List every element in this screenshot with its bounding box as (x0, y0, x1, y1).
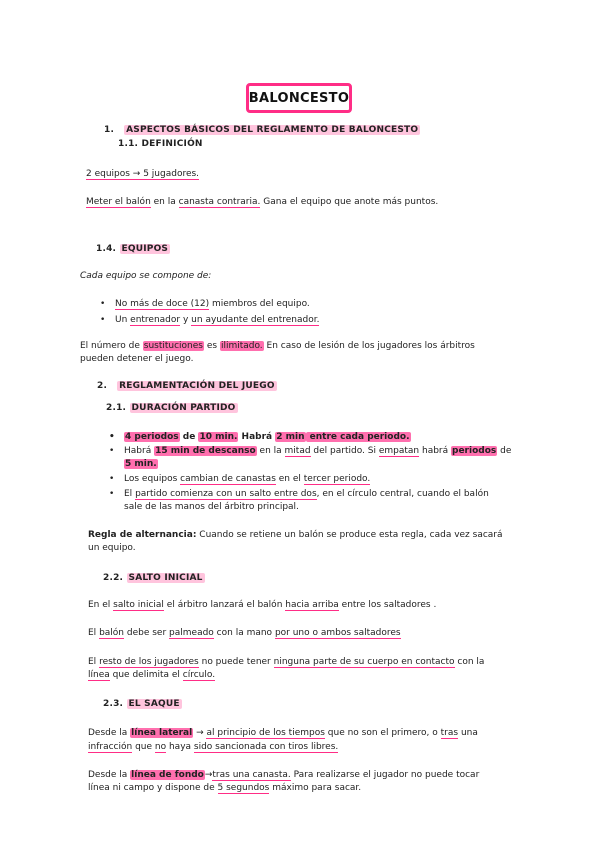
text-span: entre los saltadores . (338, 600, 437, 610)
text-span: sustituciones (143, 341, 203, 351)
section-1-title: ASPECTOS BÁSICOS DEL REGLAMENTO DE BALONCESTO (126, 125, 419, 135)
text-span: salto inicial (113, 600, 164, 610)
text-span: El (88, 657, 100, 667)
section-1-number: 1. (104, 125, 115, 135)
section-2-1-heading (106, 402, 238, 414)
text-span: Un (115, 315, 131, 325)
list-item (115, 314, 319, 326)
text-span: resto de los jugadores (99, 657, 199, 667)
text-span: habrá (419, 446, 452, 456)
text-span: entre cada periodo. (306, 432, 410, 442)
list-item (124, 473, 370, 485)
definition-teams: 2 equipos → 5 jugadores. (86, 169, 200, 179)
jump-ball-line-3 (88, 656, 484, 668)
jump-ball-line-4 (88, 669, 215, 681)
text-span: En el (88, 600, 114, 610)
section-2-3-title: EL SAQUE (128, 699, 180, 709)
text-span: 15 min de descanso (155, 446, 256, 456)
alternation-rule-line-1 (88, 529, 503, 541)
text-span: Habrá (124, 446, 155, 456)
section-2-2-title: SALTO INICIAL (128, 573, 203, 583)
substitutions-line-1 (80, 340, 475, 352)
text-span: canasta contraria. (178, 197, 261, 207)
text-span: línea (88, 670, 110, 680)
teams-intro: Cada equipo se compone de: (80, 271, 212, 281)
definition-line-2 (86, 196, 438, 208)
text-span: tras una canasta. (212, 770, 291, 780)
text-span: 10 min. (199, 432, 238, 442)
list-item (124, 445, 511, 457)
text-span: un ayudante del entrenador. (191, 315, 320, 325)
throw-in-line-4 (88, 782, 361, 794)
text-span: es (203, 341, 220, 351)
text-span: palmeado (169, 628, 214, 638)
text-span: que delimita el (109, 670, 183, 680)
text-span: 5 min. (125, 459, 157, 469)
text-span: periodos (452, 446, 497, 456)
section-2-heading (97, 380, 277, 392)
section-1-1-number: 1.1. (118, 139, 139, 149)
section-1-1-heading (118, 138, 203, 150)
text-span: tercer periodo. (303, 474, 371, 484)
section-2-2-heading (103, 572, 205, 584)
definition-line-1 (86, 168, 199, 180)
section-2-3-number: 2.3. (103, 699, 124, 709)
text-span: Los equipos (124, 474, 181, 484)
substitutions-line-2: pueden detener el juego. (80, 354, 194, 364)
text-span: El número de (80, 341, 143, 351)
text-span: no puede tener (198, 657, 274, 667)
text-span: partido comienza con un salto entre dos (135, 489, 317, 499)
text-span: en el (275, 474, 304, 484)
text-span: El (88, 628, 100, 638)
text-span: 5 segundos (217, 783, 270, 793)
text-span: infracción (88, 742, 133, 752)
text-span: de (179, 432, 199, 442)
text-span: el árbitro lanzará el balón (163, 600, 286, 610)
text-span: máximo para sacar. (269, 783, 362, 793)
jump-ball-line-2 (88, 627, 401, 639)
section-2-title: REGLAMENTACIÓN DEL JUEGO (119, 381, 275, 391)
text-span: tras (440, 728, 459, 738)
text-span: Desde la (88, 770, 131, 780)
text-span: , en el círculo central, cuando el balón (316, 489, 489, 499)
text-span: una (458, 728, 478, 738)
section-2-3-heading (103, 698, 182, 710)
text-span: círculo. (182, 670, 216, 680)
text-span: → (193, 728, 207, 738)
text-span: sido sancionada con tiros libres. (193, 742, 339, 752)
text-span: en la (150, 197, 179, 207)
text-span: Cuando se retiene un balón se produce esta regla, cada vez sacará (196, 530, 503, 540)
text-span: ninguna parte de su cuerpo en contacto (273, 657, 455, 667)
list-item (124, 431, 411, 443)
list-item (124, 488, 489, 500)
list-item-continuation: sale de las manos del árbitro principal. (124, 502, 299, 512)
text-span: hacia arriba (285, 600, 339, 610)
text-span: Para realizarse el jugador no puede tocar (290, 770, 480, 780)
section-1-4-number: 1.4. (96, 244, 117, 254)
section-1-4-heading (96, 243, 170, 255)
throw-in-line-1 (88, 727, 478, 739)
text-span: debe ser (124, 628, 170, 638)
text-span: al principio de los tiempos (206, 728, 325, 738)
text-span: que no son el primero, o (324, 728, 441, 738)
text-span: línea ni campo y dispone de (88, 783, 218, 793)
text-span: En caso de lesión de los jugadores los árbitros (263, 341, 475, 351)
text-span: mitad (284, 446, 311, 456)
text-span: ilimitado. (220, 341, 263, 351)
throw-in-line-2 (88, 741, 338, 753)
text-span: entrenador (130, 315, 181, 325)
text-span: línea lateral (131, 728, 193, 738)
section-2-number: 2. (97, 381, 108, 391)
alternation-rule-line-2: un equipo. (88, 543, 136, 553)
text-span: cambian de canastas (180, 474, 276, 484)
throw-in-line-3 (88, 769, 479, 781)
page-title: BALONCESTO (248, 90, 350, 106)
text-span: de (497, 446, 512, 456)
text-span: balón (99, 628, 125, 638)
jump-ball-line-1 (88, 599, 436, 611)
text-span: → (204, 770, 213, 780)
list-item-continuation (124, 458, 158, 470)
section-1-4-title: EQUIPOS (121, 244, 169, 254)
text-span: El (124, 489, 136, 499)
section-1-1-title: DEFINICIÓN (141, 139, 203, 149)
text-span: Meter el balón (86, 197, 151, 207)
text-span: 2 min (276, 432, 305, 442)
text-span: 4 periodos (125, 432, 179, 442)
section-1-heading (104, 124, 420, 136)
text-span: por uno o ambos saltadores (274, 628, 401, 638)
text-span: Regla de alternancia: (88, 530, 197, 540)
text-span: con la (454, 657, 485, 667)
text-span: miembros del equipo. (209, 299, 310, 309)
text-span: y (180, 315, 192, 325)
text-span: en la (256, 446, 285, 456)
text-span: del partido. Si (310, 446, 379, 456)
text-span: haya (166, 742, 194, 752)
text-span: Gana el equipo que anote más puntos. (260, 197, 439, 207)
text-span: Habrá (238, 432, 276, 442)
text-span: empatan (378, 446, 420, 456)
section-2-1-number: 2.1. (106, 403, 127, 413)
text-span: No más de doce (12) (115, 299, 210, 309)
list-item (115, 298, 310, 310)
section-2-2-number: 2.2. (103, 573, 124, 583)
text-span: que (132, 742, 155, 752)
text-span: Desde la (88, 728, 131, 738)
text-span: línea de fondo (131, 770, 204, 780)
text-span: no (154, 742, 167, 752)
section-2-1-title: DURACIÓN PARTIDO (131, 403, 236, 413)
title-box (246, 83, 352, 113)
text-span: con la mano (213, 628, 275, 638)
